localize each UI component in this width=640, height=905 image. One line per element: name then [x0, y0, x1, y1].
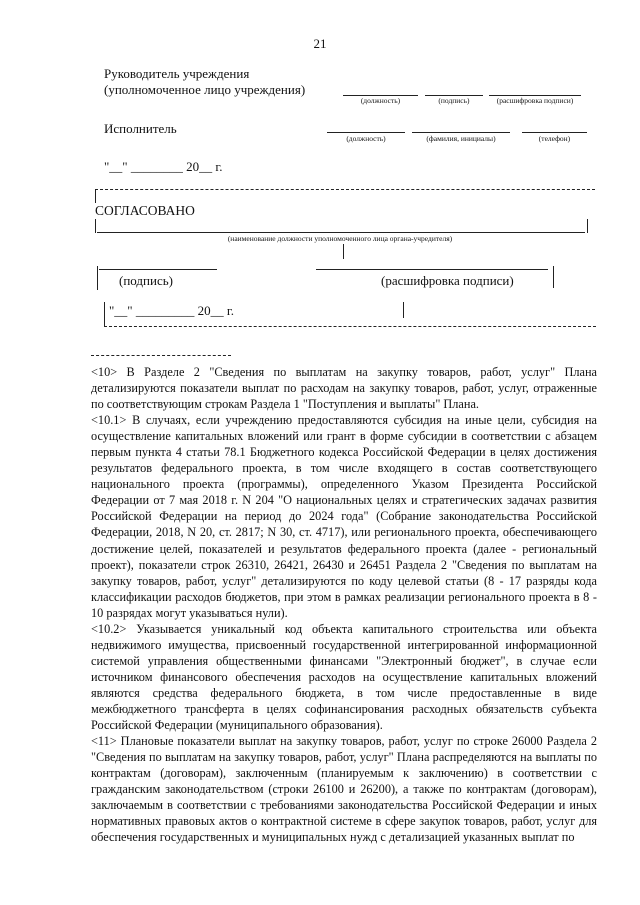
footnote-separator: [91, 355, 231, 356]
approval-signature-caption: (подпись): [119, 273, 173, 288]
executor-date: "__" ________ 20__ г.: [104, 159, 223, 174]
approval-org-caption: (наименование должности уполномоченного лица органа-учредителя): [227, 234, 453, 243]
approval-top-border: [95, 189, 595, 190]
executor-name-line: [412, 132, 510, 133]
head-title-line2: (уполномоченное лицо учреждения): [104, 82, 306, 97]
approval-decoding-right-bar: [553, 266, 554, 288]
head-position-caption: (должность): [360, 96, 401, 105]
page-number: 21: [313, 36, 327, 51]
approval-date: "__" _________ 20__ г.: [109, 303, 234, 318]
footnote-11: <11> Плановые показатели выплат на закупку товаров, работ, услуг по строке 26000 Раздела 2 "Сведения по выплатам на закупку товаров, работ, услуг" Плана распределяются на выплаты по контрактам (договорам), заключенным (планируемым к заключению) в соответствии с гражданским законодательством (строки 26100 и 26200), а также по контрактам (договорам), заключаемым в соответствии с требованиями законодательства Российской Федерации и иных нормативных правовых актов о контрактной системе в сфере закупок товаров, работ, услуг для обеспечения государственных и муниципальных нужд с детализацией указанных выплат по: [91, 734, 597, 845]
head-decoding-caption: (расшифровка подписи): [496, 96, 574, 105]
footnote-10-2: <10.2> Указывается уникальный код объекта капитального строительства или объекта недвижимого имущества, присвоенный государственной интегрированной информационной системой управления общественными финансами "Электронный бюджет", в случае если источником финансового обеспечения расходов на осуществление капитальных вложений являются средства федерального бюджета, в том числе предоставленные в виде межбюджетного трансферта в целях софинансирования расходных обязательств субъекта Российской Федерации (муниципального образования).: [91, 621, 597, 733]
executor-position-line: [327, 132, 405, 133]
approval-corner-top-left: [95, 189, 96, 203]
approval-decoding-caption: (расшифровка подписи): [381, 273, 514, 288]
head-signature-caption: (подпись): [438, 96, 470, 105]
executor-phone-caption: (телефон): [538, 134, 571, 143]
approval-org-line: [97, 232, 585, 233]
approval-decoding-line: [316, 269, 548, 270]
executor-label: Исполнитель: [104, 121, 177, 136]
approval-left-bar: [95, 219, 96, 233]
approval-date-left-bar: [104, 302, 105, 326]
footnotes-section: [91, 364, 597, 845]
executor-name-caption: (фамилия, инициалы): [426, 134, 496, 143]
approval-signature-left-bar: [97, 266, 98, 290]
executor-phone-line: [522, 132, 587, 133]
executor-position-caption: (должность): [346, 134, 386, 143]
approval-bottom-border: [104, 326, 596, 327]
approval-signature-line: [99, 269, 217, 270]
approval-right-bar: [587, 219, 588, 233]
approval-date-mid-mark: [403, 302, 404, 318]
head-title-line1: Руководитель учреждения: [104, 66, 250, 81]
footnote-10: <10> В Разделе 2 "Сведения по выплатам на закупку товаров, работ, услуг" Плана детализируются показатели выплат по расходам на закупку товаров, работ, услуг, отраженные по соответствующим строкам Раздела 1 "Поступления и выплаты" Плана.: [91, 365, 597, 412]
approval-title: СОГЛАСОВАНО: [95, 203, 195, 218]
approval-mid-mark: [343, 244, 344, 259]
footnote-10-1: <10.1> В случаях, если учреждению предоставляются субсидия на иные цели, субсидия на осуществление капитальных вложений или грант в форме субсидии в соответствии с абзацем первым пункта 4 статьи 78.1 Бюджетного кодекса Российской Федерации в целях достижения результатов федерального проекта, в том числе входящего в состав соответствующего национального проекта (программы), определенного Указом Президента Российской Федерации от 7 мая 2018 г. N 204 "О национальных целях и стратегических задачах развития Российской Федерации на период до 2024 года" (Собрание законодательства Российской Федерации, 2018, N 20, ст. 2817; N 30, ст. 4717), или регионального проекта, обеспечивающего достижение целей, показателей и результатов федерального проекта (далее - региональный проект), показатели строк 26310, 26421, 26430 и 26451 Раздела 2 "Сведения по выплатам на закупку товаров, работ, услуг" детализируются по коду целевой статьи (8 - 17 разряды кода классификации расходов бюджетов, при этом в рамках реализации регионального проекта в 8 - 10 разрядах могут указываться нули).: [91, 413, 597, 620]
